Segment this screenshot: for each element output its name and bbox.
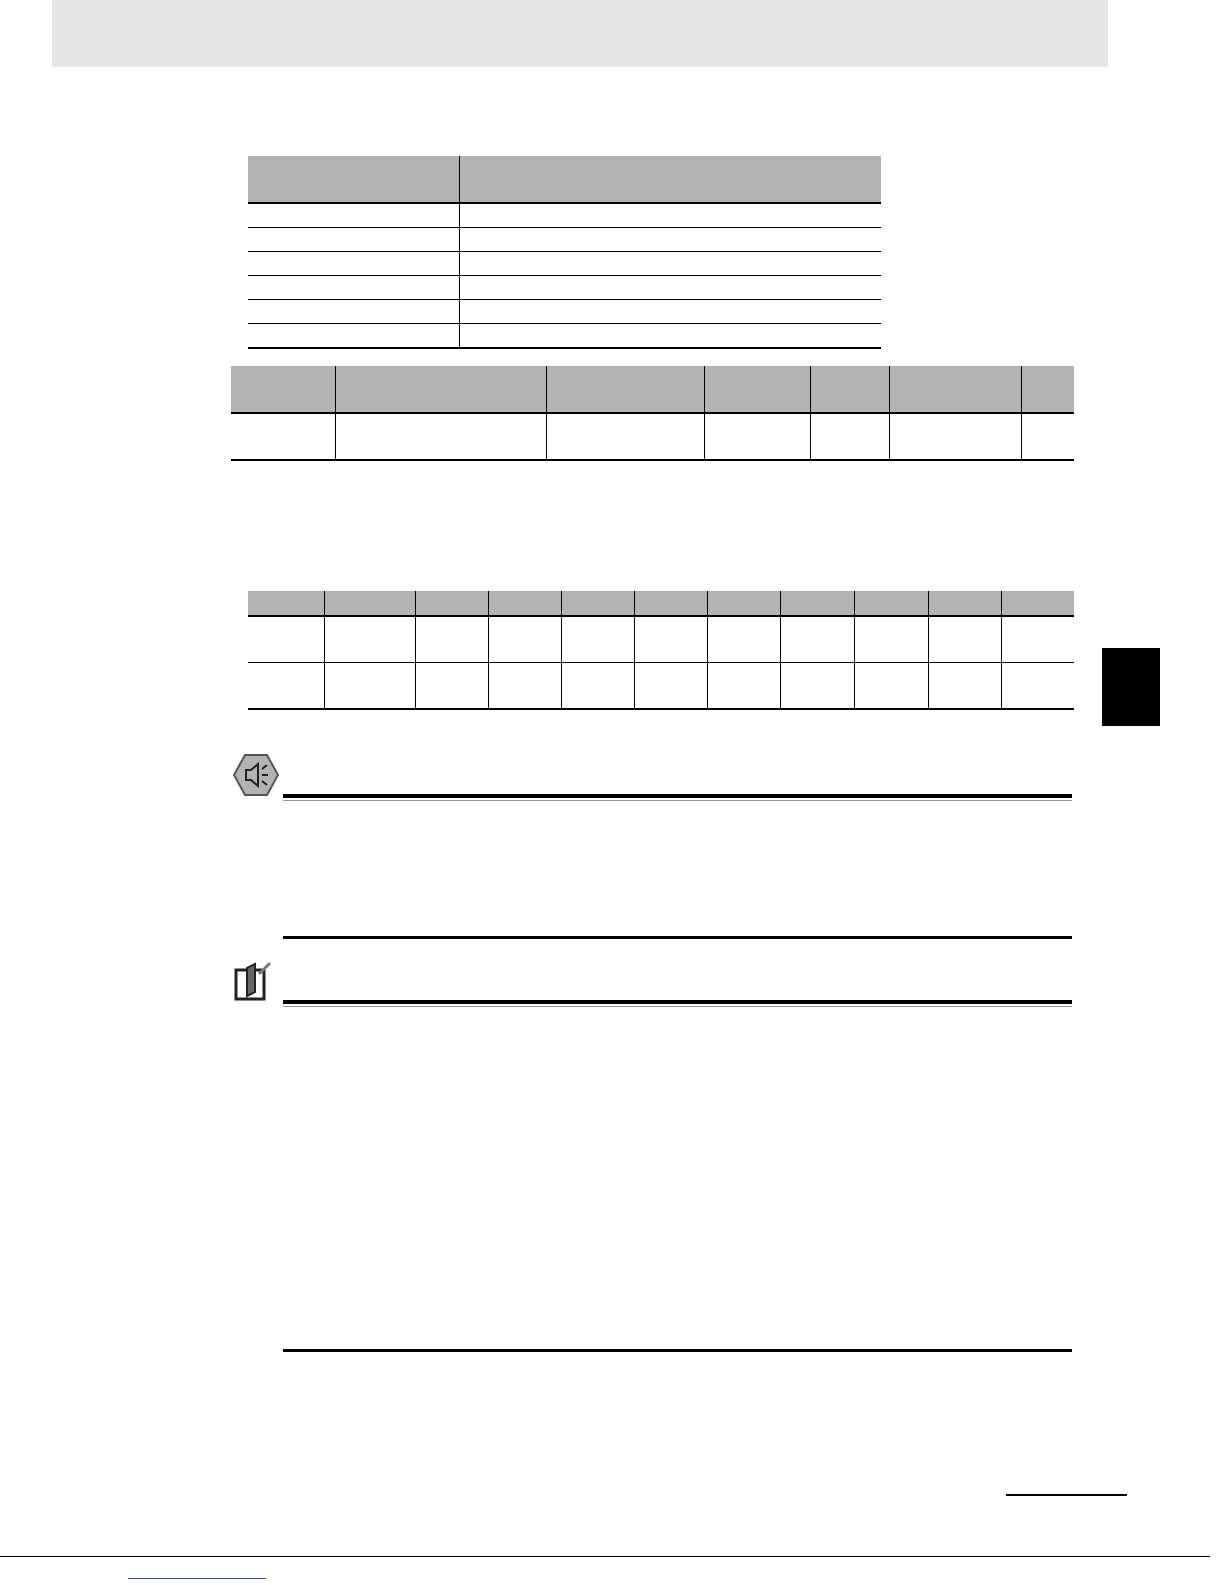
precaution-top-rule-thin [283,800,1072,801]
table-header-cell [415,591,488,616]
table-cell [488,663,561,710]
footer-link[interactable] [128,1578,266,1579]
table-header-cell [1021,366,1074,413]
speaker-hexagon-icon [233,753,279,797]
table-cell [1001,616,1074,663]
table-1 [248,156,881,349]
precaution-bottom-rule [283,936,1072,939]
table-header-cell [704,366,810,413]
table-cell [248,252,459,276]
table-cell [248,228,459,252]
table-header-cell [1001,591,1074,616]
table-cell [488,616,561,663]
table-cell [561,616,634,663]
table-row [248,228,881,252]
page-header-band [52,0,1108,67]
table-cell [634,663,707,710]
table-header-cell [634,591,707,616]
table-row [248,276,881,300]
table-cell [415,616,488,663]
table-cell [324,663,415,710]
table-header-cell [561,591,634,616]
table-cell [780,663,854,710]
table-header-cell [928,591,1001,616]
table-cell [928,663,1001,710]
table-row [248,663,1074,710]
table-cell [546,413,704,460]
table-header-cell [248,591,324,616]
table-header-cell [546,366,704,413]
table-cell [704,413,810,460]
precaution-top-rule [283,794,1072,798]
table-cell [459,300,881,324]
table-header-cell [780,591,854,616]
table-header-cell [854,591,928,616]
table-cell [231,413,335,460]
table-cell [810,413,889,460]
table-row [248,616,1074,663]
table-cell [248,276,459,300]
table-row [248,324,881,349]
table-header-cell [810,366,889,413]
table-header-cell [488,591,561,616]
table-header-row [248,591,1074,616]
chapter-tab [1102,648,1160,726]
page-number-rule [1006,1494,1127,1496]
info-top-rule [283,1000,1072,1004]
table-cell [459,276,881,300]
table-row [248,252,881,276]
info-bottom-rule [283,1349,1072,1352]
table-cell [1001,663,1074,710]
footer-rule [0,1556,1210,1557]
table-cell [459,228,881,252]
table-row [248,203,881,228]
table-cell [854,616,928,663]
table-cell [335,413,546,460]
table-cell [459,324,881,349]
table-header-cell [889,366,1021,413]
table-3 [248,591,1074,710]
table-header-cell [231,366,335,413]
table-cell [459,252,881,276]
table-cell [707,663,780,710]
info-top-rule-thin [283,1006,1072,1007]
table-header-cell [335,366,546,413]
table-cell [248,300,459,324]
table-cell [415,663,488,710]
table-cell [1021,413,1074,460]
table-cell [248,203,459,228]
table-header-row [231,366,1074,413]
table-row [231,413,1074,460]
table-cell [248,616,324,663]
table-cell [459,203,881,228]
table-cell [561,663,634,710]
table-header-row [248,156,881,203]
table-cell [634,616,707,663]
table-header-cell [248,156,459,203]
table-cell [707,616,780,663]
table-cell [324,616,415,663]
table-cell [780,616,854,663]
table-header-cell [324,591,415,616]
table-cell [248,324,459,349]
table-cell [889,413,1021,460]
pencil-checkbox-icon [233,960,273,1002]
table-cell [854,663,928,710]
table-row [248,300,881,324]
table-2 [231,366,1074,461]
table-cell [928,616,1001,663]
table-header-cell [459,156,881,203]
table-header-cell [707,591,780,616]
table-cell [248,663,324,710]
